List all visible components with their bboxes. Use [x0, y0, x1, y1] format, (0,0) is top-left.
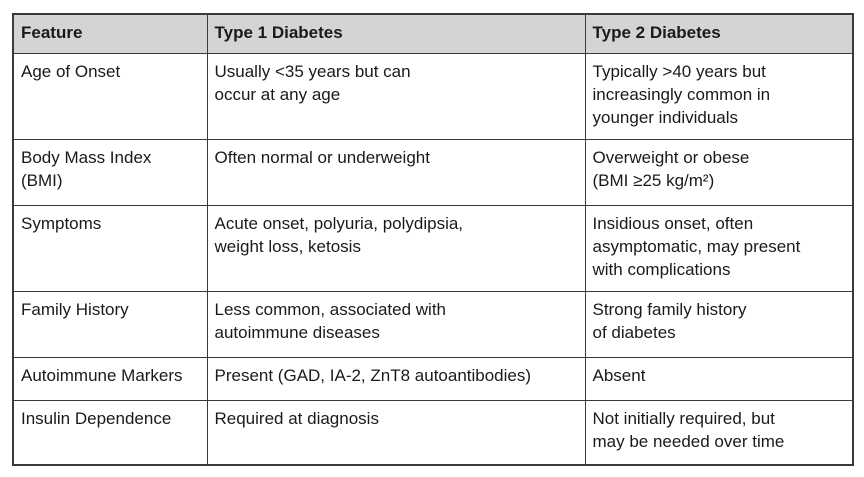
- cell-line: asymptomatic, may present: [592, 237, 801, 256]
- feature-cell: [13, 54, 207, 140]
- comparison-table-container: [12, 13, 852, 466]
- cell-line: Less common, associated with: [214, 300, 446, 319]
- feature-cell: [13, 358, 207, 401]
- cell-line: Family History: [21, 300, 129, 319]
- feature-cell: [13, 401, 207, 466]
- feature-cell: [13, 140, 207, 206]
- table-row: [13, 206, 853, 292]
- type1-cell: [207, 140, 585, 206]
- cell-line: Acute onset, polyuria, polydipsia,: [214, 214, 464, 233]
- cell-line: Absent: [592, 366, 646, 385]
- cell-line: Insidious onset, often: [592, 214, 754, 233]
- cell-line: autoimmune diseases: [214, 323, 380, 342]
- cell-line: Usually <35 years but can: [214, 62, 411, 81]
- feature-cell: [13, 206, 207, 292]
- type1-cell: [207, 401, 585, 466]
- feature-cell: [13, 292, 207, 358]
- diabetes-comparison-table: [12, 13, 854, 466]
- table-header-row: [13, 14, 853, 54]
- header-type-2: Type 2 Diabetes: [585, 14, 853, 54]
- cell-line: increasingly common in: [592, 85, 771, 104]
- cell-line: Insulin Dependence: [21, 409, 172, 428]
- table-row: [13, 292, 853, 358]
- cell-line: weight loss, ketosis: [214, 237, 361, 256]
- table-row: [13, 401, 853, 466]
- cell-line: Not initially required, but: [592, 409, 775, 428]
- cell-line: younger individuals: [592, 108, 739, 127]
- cell-line: Typically >40 years but: [592, 62, 766, 81]
- header-feature: Feature: [13, 14, 207, 54]
- type2-cell: [585, 140, 853, 206]
- table-row: [13, 54, 853, 140]
- cell-line: of diabetes: [592, 323, 676, 342]
- header-type-1: Type 1 Diabetes: [207, 14, 585, 54]
- table-row: [13, 140, 853, 206]
- cell-line: Overweight or obese: [592, 148, 750, 167]
- cell-line: with complications: [592, 260, 731, 279]
- type1-cell: [207, 54, 585, 140]
- type2-cell: [585, 292, 853, 358]
- type2-cell: [585, 206, 853, 292]
- table-row: [13, 358, 853, 401]
- type2-cell: [585, 54, 853, 140]
- cell-line: Strong family history: [592, 300, 747, 319]
- cell-line: (BMI): [21, 171, 63, 190]
- cell-line: Symptoms: [21, 214, 102, 233]
- cell-line: Age of Onset: [21, 62, 121, 81]
- type1-cell: [207, 358, 585, 401]
- cell-line: Autoimmune Markers: [21, 366, 183, 385]
- type2-cell: [585, 401, 853, 466]
- cell-line: (BMI ≥25 kg/m²): [592, 171, 715, 190]
- type2-cell: [585, 358, 853, 401]
- cell-line: Often normal or underweight: [214, 148, 430, 167]
- type1-cell: [207, 292, 585, 358]
- cell-line: occur at any age: [214, 85, 341, 104]
- type1-cell: [207, 206, 585, 292]
- cell-line: Present (GAD, IA-2, ZnT8 autoantibodies): [214, 366, 532, 385]
- cell-line: Body Mass Index: [21, 148, 152, 167]
- cell-line: Required at diagnosis: [214, 409, 379, 428]
- cell-line: may be needed over time: [592, 432, 785, 451]
